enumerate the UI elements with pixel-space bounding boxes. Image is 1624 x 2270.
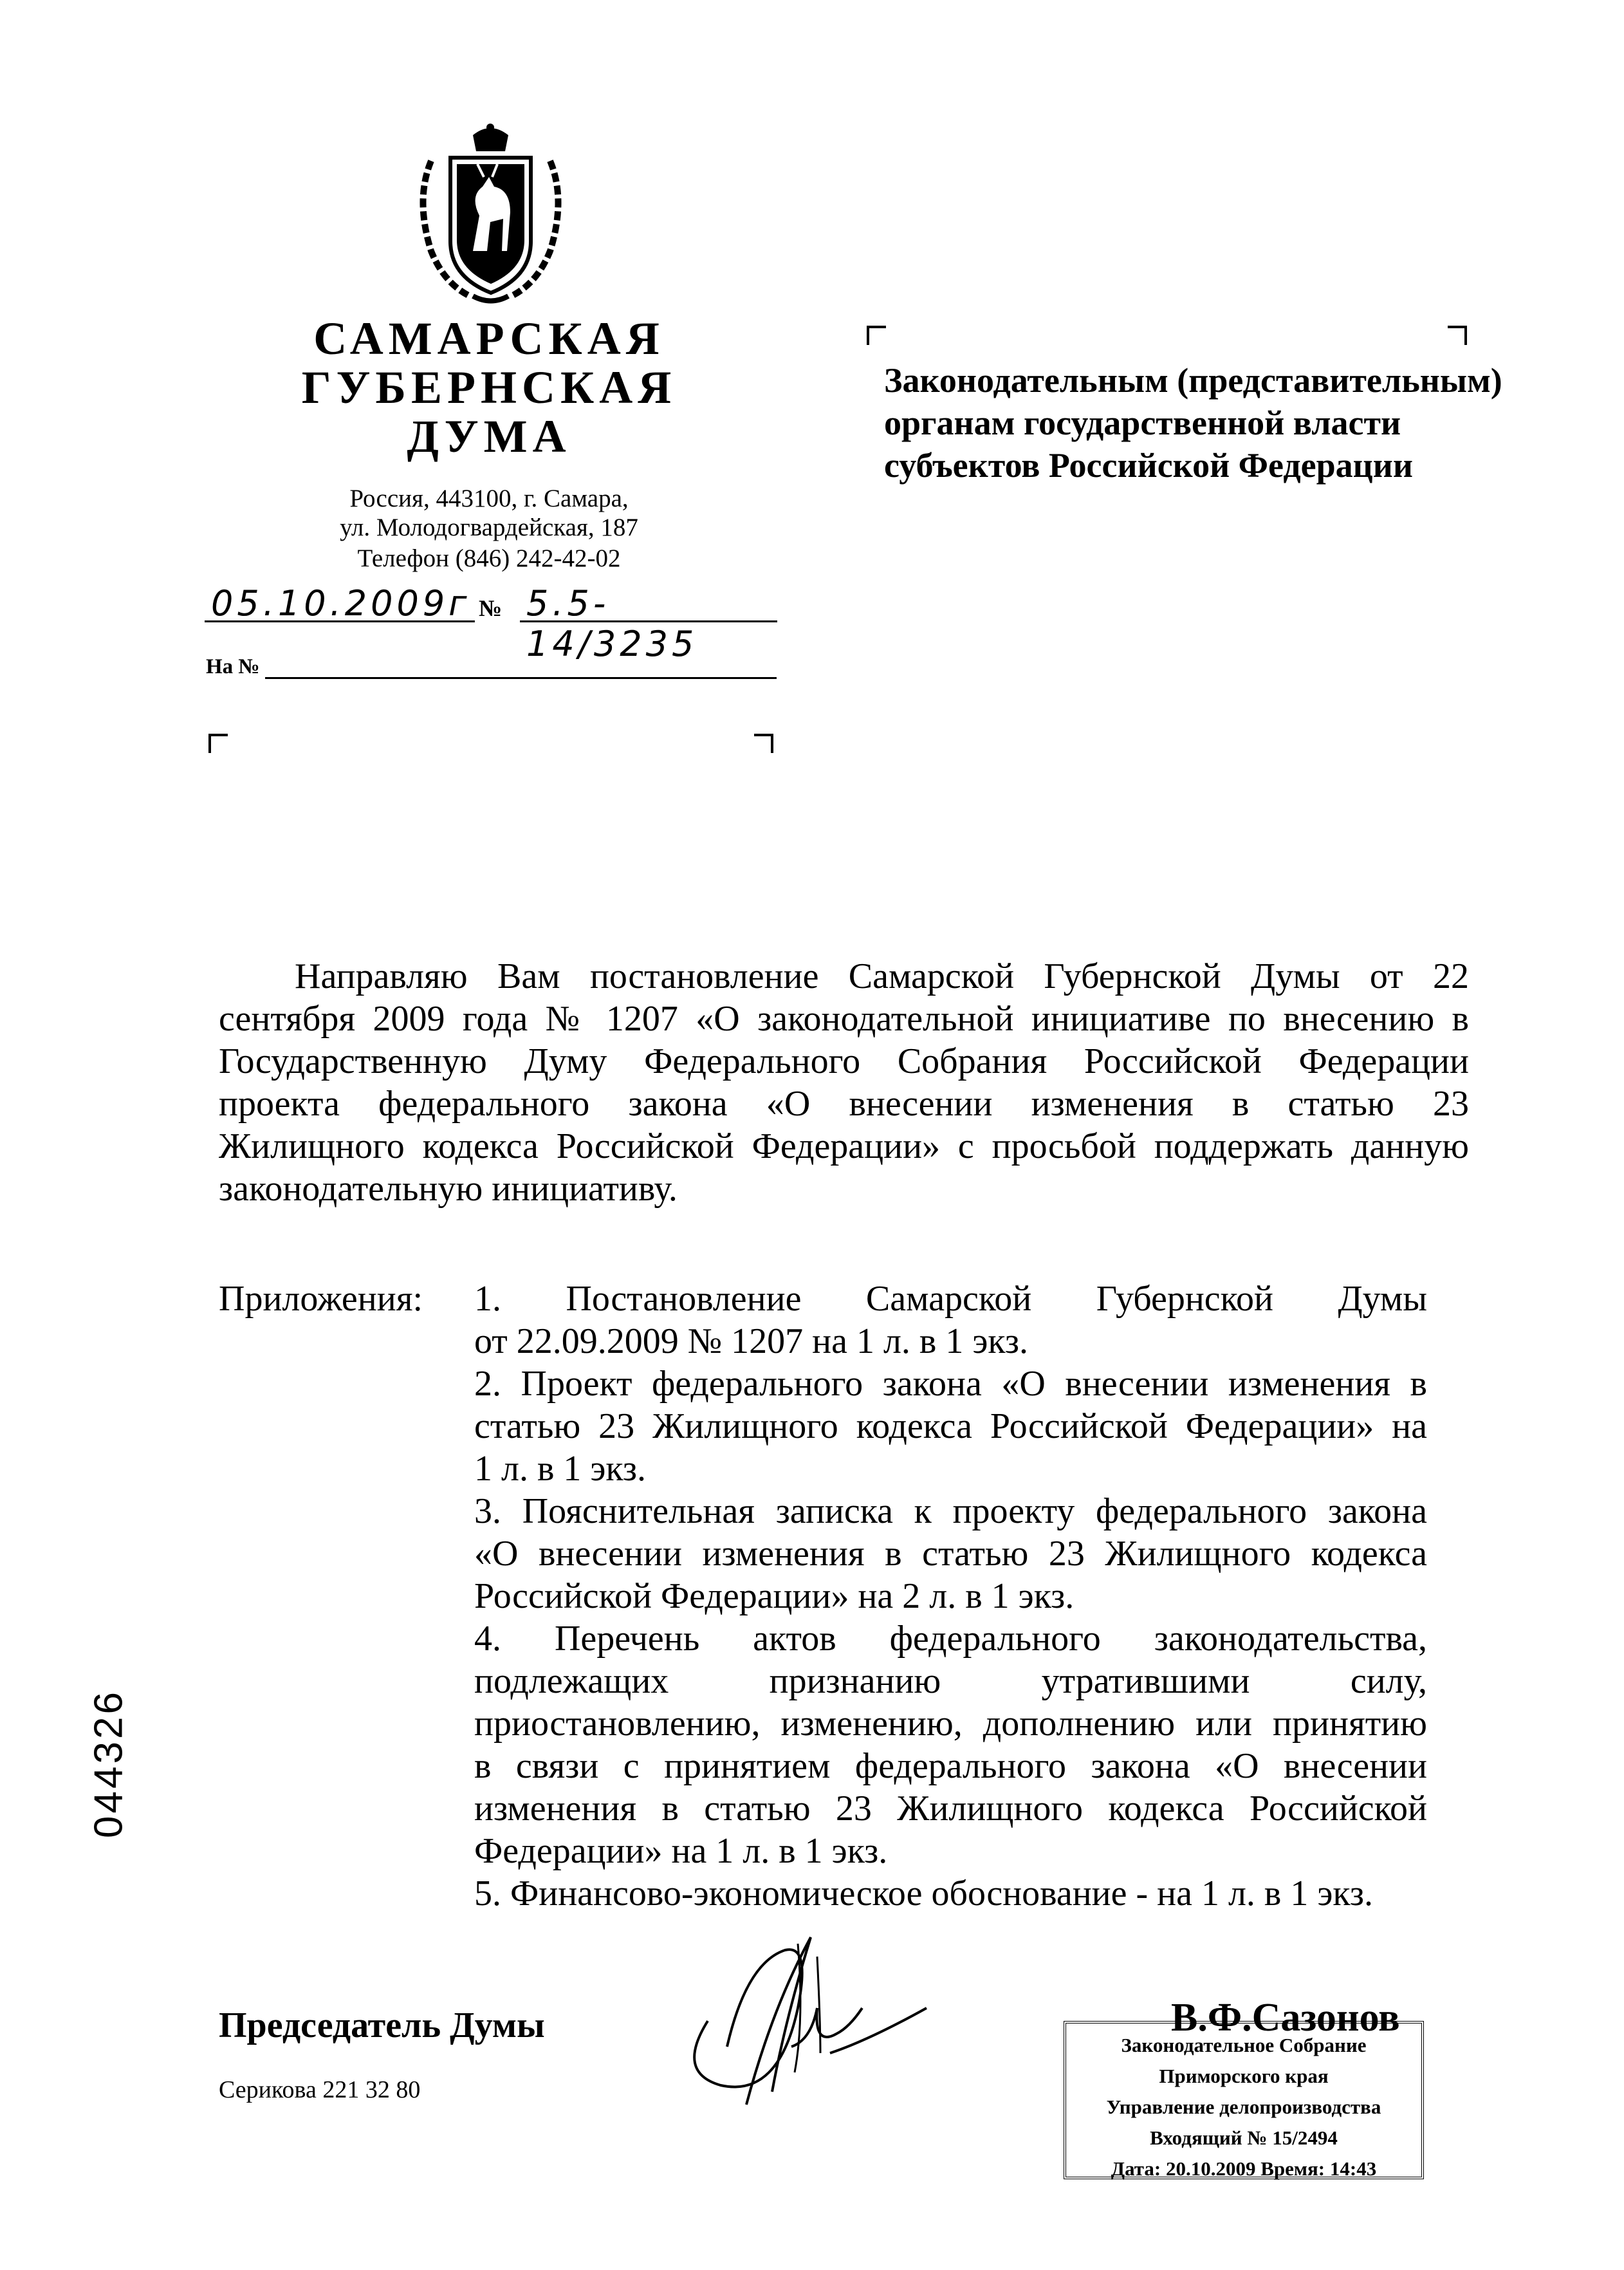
body-line: проекта федерального закона «О внесении изменения в статью 23	[219, 1084, 1469, 1124]
attachment-line: 3. Пояснительная записка к проекту федерального закона	[474, 1491, 1427, 1531]
attachment-line: 4. Перечень актов федерального законодательства,	[474, 1619, 1427, 1659]
attachments-label: Приложения:	[219, 1279, 423, 1319]
reply-to-line	[265, 677, 777, 679]
incoming-registration-stamp	[1064, 2021, 1424, 2179]
outgoing-date: 05.10.2009г	[211, 583, 471, 624]
attachment-line: 1. Постановление Самарской Губернской Думы	[474, 1279, 1427, 1319]
signatory-position: Председатель Думы	[219, 2005, 545, 2045]
address-line: Россия, 443100, г. Самара,	[349, 485, 629, 512]
recipient-line: органам государственной власти	[884, 404, 1401, 442]
handwritten-signature	[669, 1924, 939, 2117]
attachment-line: Федерации» на 1 л. в 1 экз.	[474, 1831, 888, 1871]
stamp-line: Приморского края	[1159, 2065, 1329, 2087]
attachment-line: «О внесении изменения в статью 23 Жилищного кодекса	[474, 1534, 1427, 1574]
phone-line: Телефон (846) 242-42-02	[357, 544, 621, 572]
outgoing-number: 5.5-14/3235	[526, 583, 698, 664]
body-line: законодательную инициативу.	[219, 1169, 678, 1209]
attachment-line: подлежащих признанию утратившими силу,	[474, 1661, 1427, 1701]
side-number-text: 044326	[86, 1689, 131, 1838]
org-name-line: ГУБЕРНСКАЯ	[301, 362, 677, 413]
stamp-line: Входящий № 15/2494	[1150, 2126, 1338, 2149]
body-line: Государственную Думу Федерального Собрания Российской Федерации	[219, 1041, 1469, 1081]
org-name-line: ДУМА	[407, 411, 571, 462]
reply-to-label: На №	[206, 655, 260, 678]
body-line: Направляю Вам постановление Самарской Губернской Думы от 22	[295, 956, 1469, 996]
attachment-line: статью 23 Жилищного кодекса Российской Федерации» на	[474, 1406, 1427, 1446]
attachment-line: Российской Федерации» на 2 л. в 1 экз.	[474, 1576, 1075, 1616]
stamp-line: Законодательное Собрание	[1121, 2034, 1367, 2056]
underline	[205, 620, 475, 622]
stamp-line: Управление делопроизводства	[1106, 2096, 1381, 2118]
corner-mark	[754, 734, 773, 753]
underline	[520, 620, 777, 622]
address-line: ул. Молодогвардейская, 187	[340, 514, 638, 541]
attachment-line: изменения в статью 23 Жилищного кодекса Российской	[474, 1789, 1427, 1828]
corner-mark	[208, 734, 228, 753]
outgoing-ref	[205, 583, 777, 664]
corner-mark	[1448, 326, 1467, 345]
corner-mark	[867, 326, 886, 345]
attachment-line: от 22.09.2009 № 1207 на 1 л. в 1 экз.	[474, 1321, 1028, 1361]
number-sign: №	[479, 595, 503, 621]
coat-of-arms-emblem	[412, 122, 569, 309]
recipient-block	[884, 359, 1502, 487]
body-line: Жилищного кодекса Российской Федерации» с просьбой поддержать данную	[219, 1126, 1469, 1166]
side-registration-number	[86, 1673, 131, 1854]
attachment-line: 5. Финансово-экономическое обоснование - на 1 л. в 1 экз.	[474, 1874, 1373, 1913]
org-name-line: САМАРСКАЯ	[313, 313, 665, 364]
body-line: сентября 2009 года № 1207 «О законодательной инициативе по внесению в	[219, 999, 1469, 1039]
stamp-line: Дата: 20.10.2009 Время: 14:43	[1111, 2157, 1377, 2180]
attachment-line: в связи с принятием федерального закона «О внесении	[474, 1746, 1427, 1786]
signatory-name: В.Ф.Сазонов	[1171, 1996, 1400, 2040]
recipient-line: Законодательным (представительным)	[884, 361, 1502, 400]
recipient-line: субъектов Российской Федерации	[884, 446, 1413, 485]
attachment-line: приостановлению, изменению, дополнению или принятию	[474, 1704, 1427, 1744]
attachment-line: 1 л. в 1 экз.	[474, 1449, 647, 1489]
letter-body	[219, 955, 1469, 1210]
attachments-list	[474, 1278, 1427, 1915]
attachment-line: 2. Проект федерального закона «О внесении изменения в	[474, 1364, 1427, 1404]
executor-contact: Серикова 221 32 80	[219, 2076, 421, 2103]
